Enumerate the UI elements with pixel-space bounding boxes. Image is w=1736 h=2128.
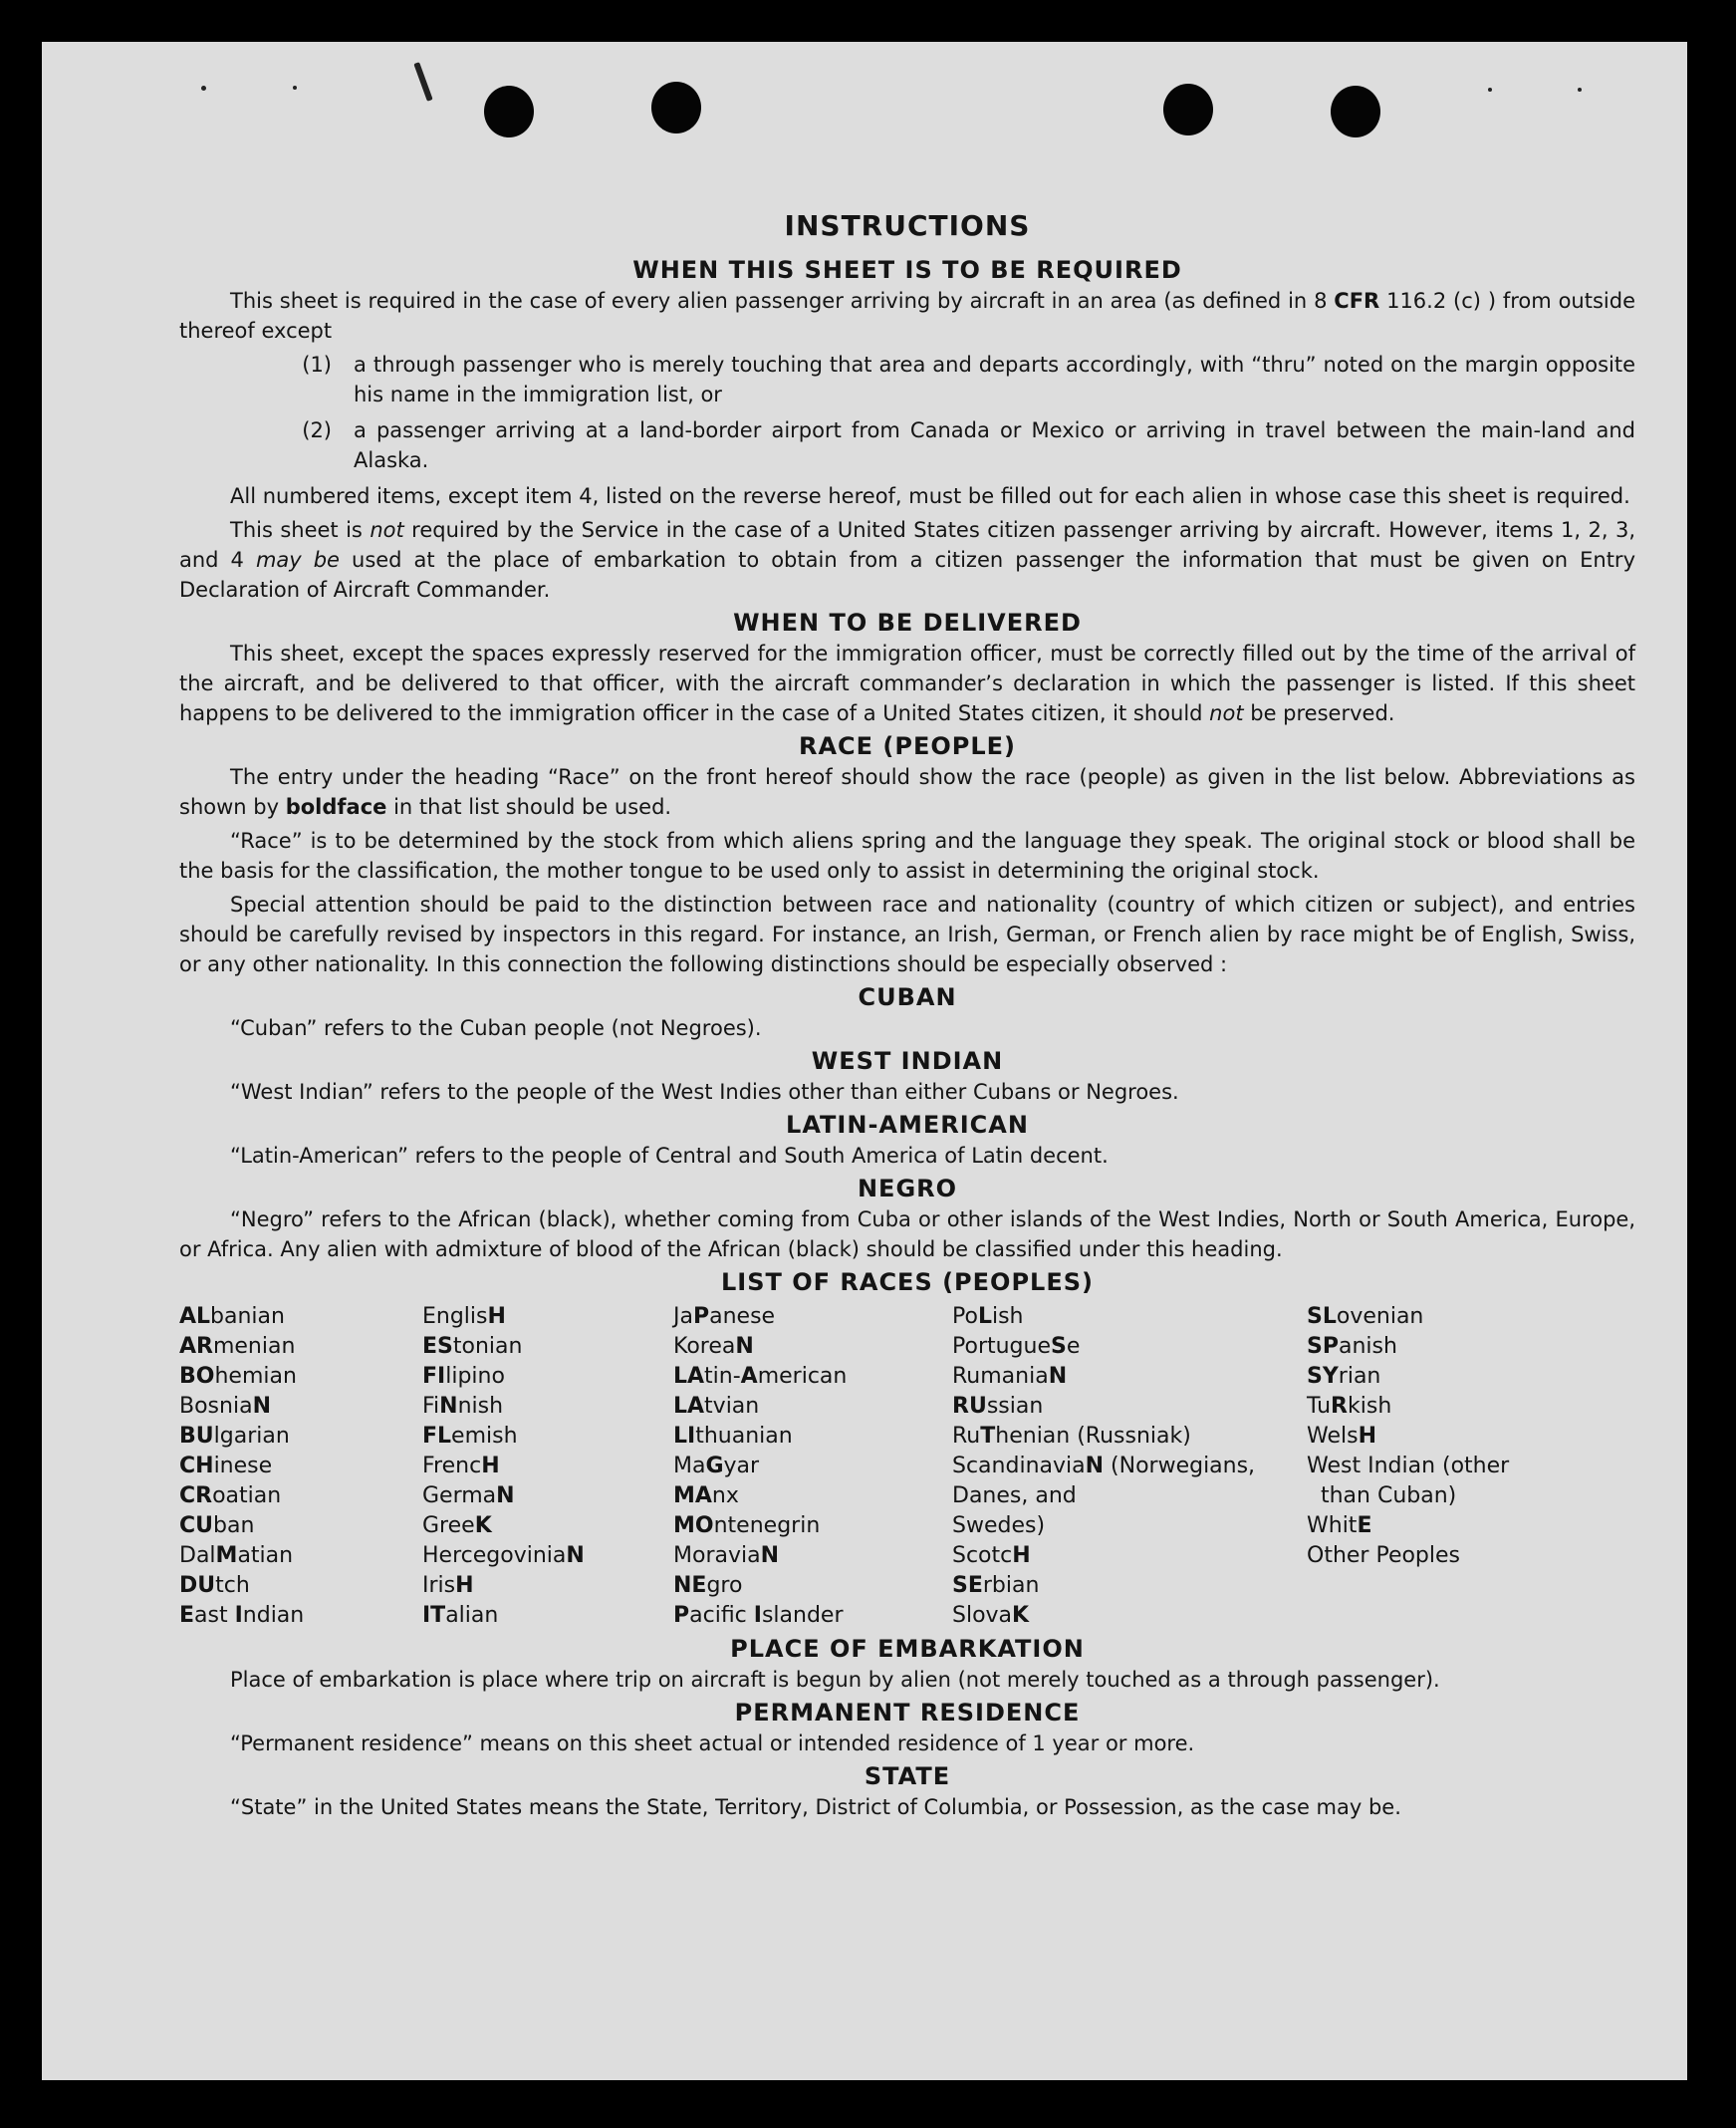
race-entry xyxy=(673,1422,952,1452)
race-entry xyxy=(422,1541,673,1571)
race-abbrev: R xyxy=(1331,1394,1348,1419)
race-text: Ja xyxy=(673,1304,693,1329)
race-entry xyxy=(952,1511,1307,1541)
race-text: Fi xyxy=(422,1394,440,1419)
race-paragraph-2: “Race” is to be determined by the stock from which aliens spring and the language they speak. The original stock or blood shall be the basis for the classification, the mother tongue to be used only to assist in determining the original stock. xyxy=(179,829,1635,883)
race-entry xyxy=(673,1332,952,1362)
race-abbrev: H xyxy=(481,1454,500,1478)
race-abbrev: I xyxy=(753,1603,762,1628)
citizen-text: required by the Service in the case of a United States citizen passenger arriving by aircraft. However, items 1, 2, 3, and 4 xyxy=(179,518,1635,572)
race-abbrev: T xyxy=(980,1424,996,1449)
heading-state: STATE xyxy=(864,1762,951,1790)
race-abbrev: SE xyxy=(952,1573,983,1598)
race-abbrev: G xyxy=(705,1454,724,1478)
race-text: banian xyxy=(210,1304,285,1329)
race-text: acific xyxy=(689,1603,754,1628)
race-abbrev: IT xyxy=(422,1603,446,1628)
residence-text: “Permanent residence” means on this sheet actual or intended residence of 1 year or more. xyxy=(230,1731,1195,1755)
scan-mark xyxy=(413,62,432,102)
race-entry xyxy=(422,1332,673,1362)
race-text: thuanian xyxy=(695,1424,793,1449)
boldface-word: boldface xyxy=(285,795,387,819)
race-text: merican xyxy=(757,1364,848,1389)
race-text: in that list should be used. xyxy=(386,795,672,819)
race-text: Rumania xyxy=(952,1364,1049,1389)
race-entry xyxy=(179,1332,422,1362)
race-abbrev: M xyxy=(215,1543,238,1568)
race-text: Wels xyxy=(1307,1424,1359,1449)
punch-hole xyxy=(651,82,701,133)
race-entry xyxy=(422,1302,673,1332)
race-text: ssian xyxy=(986,1394,1044,1419)
race-entry xyxy=(179,1422,422,1452)
race-abbrev: FL xyxy=(422,1424,452,1449)
state-text: “State” in the United States means the State, Territory, District of Columbia, or Possession, as the case may be. xyxy=(230,1795,1401,1819)
race-entry xyxy=(1307,1392,1635,1422)
heading-when-delivered: WHEN TO BE DELIVERED xyxy=(733,609,1082,637)
race-abbrev: SP xyxy=(1307,1334,1339,1359)
race-abbrev: FI xyxy=(422,1364,446,1389)
race-text: menian xyxy=(212,1334,296,1359)
race-entry xyxy=(673,1541,952,1571)
race-text: lgarian xyxy=(213,1424,290,1449)
race-entry xyxy=(952,1392,1307,1422)
race-text: Ma xyxy=(673,1454,706,1478)
race-text: Dal xyxy=(179,1543,216,1568)
race-abbrev: CR xyxy=(179,1483,213,1508)
race-abbrev: AR xyxy=(179,1334,213,1359)
race-text: ban xyxy=(213,1513,255,1538)
race-text: alian xyxy=(445,1603,499,1628)
race-entry xyxy=(179,1571,422,1601)
race-text: (Norwegians, xyxy=(1104,1454,1256,1478)
heading-list-of-races: LIST OF RACES (PEOPLES) xyxy=(721,1268,1094,1296)
race-text: emish xyxy=(451,1424,518,1449)
race-entry xyxy=(179,1481,422,1511)
race-abbrev: S xyxy=(1051,1334,1067,1359)
race-abbrev: K xyxy=(1012,1603,1030,1628)
punch-hole xyxy=(1163,84,1213,135)
delivered-text: be preserved. xyxy=(1243,701,1395,725)
race-abbrev: N xyxy=(566,1543,585,1568)
race-entry xyxy=(422,1571,673,1601)
race-entry xyxy=(179,1302,422,1332)
race-text: nx xyxy=(711,1483,739,1508)
race-abbrev: SL xyxy=(1307,1304,1337,1329)
race-abbrev: N xyxy=(735,1334,754,1359)
race-abbrev: LA xyxy=(673,1364,705,1389)
race-text: tin- xyxy=(704,1364,741,1389)
latin-american-text: “Latin-American” refers to the people of Central and South America of Latin decent. xyxy=(230,1144,1109,1168)
race-text: Iris xyxy=(422,1573,456,1598)
intro-text-end: 116.2 (c) ) from outside thereof except xyxy=(179,289,1635,343)
item-text: a passenger arriving at a land-border airport from Canada or Mexico or arriving in travel between the main-land and Alaska. xyxy=(354,418,1635,472)
heading-west-indian: WEST INDIAN xyxy=(811,1047,1004,1075)
heading-cuban: CUBAN xyxy=(858,983,957,1011)
race-text: rian xyxy=(1338,1364,1381,1389)
race-abbrev: RU xyxy=(952,1394,987,1419)
race-text: ndian xyxy=(242,1603,305,1628)
race-abbrev: P xyxy=(673,1603,690,1628)
race-text: henian (Russniak) xyxy=(995,1424,1191,1449)
race-entry xyxy=(422,1601,673,1631)
race-abbrev: DU xyxy=(179,1573,216,1598)
embarkation-text: Place of embarkation is place where trip on aircraft is begun by alien (not merely touched as a through passenger). xyxy=(230,1668,1440,1692)
race-abbrev: I xyxy=(234,1603,243,1628)
race-abbrev: NE xyxy=(673,1573,707,1598)
race-abbrev: N xyxy=(1085,1454,1105,1478)
race-paragraph-1 xyxy=(179,762,1635,822)
race-abbrev: AL xyxy=(179,1304,211,1329)
item-number: (2) xyxy=(302,418,332,442)
race-text: Portugue xyxy=(952,1334,1051,1359)
race-text: tonian xyxy=(452,1334,523,1359)
race-text: than Cuban) xyxy=(1307,1483,1457,1508)
delivered-paragraph xyxy=(179,639,1635,728)
race-text: yar xyxy=(723,1454,760,1478)
race-entry xyxy=(673,1362,952,1392)
race-entry xyxy=(952,1452,1307,1481)
negro-text: “Negro” refers to the African (black), whether coming from Cuba or other islands of the West Indies, North or South America, Europe, or Africa. Any alien with admixture of blood of the African (black) should be classified under this heading. xyxy=(179,1207,1635,1261)
exception-item xyxy=(179,415,1635,475)
races-column xyxy=(422,1302,673,1631)
race-text: The entry under the heading “Race” on the front hereof should show the race (people) as given in the list below. Abbreviations as shown by xyxy=(179,765,1635,819)
race-entry xyxy=(422,1392,673,1422)
race-abbrev: ES xyxy=(422,1334,453,1359)
race-text: Gree xyxy=(422,1513,475,1538)
race-text: Po xyxy=(952,1304,978,1329)
race-text: ish xyxy=(991,1304,1024,1329)
race-entry xyxy=(1307,1511,1635,1541)
race-entry xyxy=(673,1571,952,1601)
scan-mark xyxy=(1578,88,1582,92)
race-entry xyxy=(422,1422,673,1452)
race-text: tvian xyxy=(704,1394,760,1419)
punch-hole xyxy=(1331,86,1380,137)
race-text: oatian xyxy=(212,1483,282,1508)
page-title: INSTRUCTIONS xyxy=(784,209,1031,242)
heading-embarkation: PLACE OF EMBARKATION xyxy=(730,1635,1085,1663)
race-text: slander xyxy=(761,1603,844,1628)
race-entry xyxy=(1307,1541,1635,1571)
race-abbrev: H xyxy=(455,1573,474,1598)
race-entry xyxy=(1307,1302,1635,1332)
race-text: tch xyxy=(215,1573,250,1598)
race-entry xyxy=(952,1362,1307,1392)
race-text: Ru xyxy=(952,1424,981,1449)
race-entry xyxy=(1307,1452,1635,1481)
cfr-abbrev: CFR xyxy=(1334,289,1380,313)
race-entry xyxy=(422,1511,673,1541)
race-entry xyxy=(422,1481,673,1511)
item-text: a through passenger who is merely touching that area and departs accordingly, with “thru” noted on the margin opposite his name in the immigration list, or xyxy=(354,353,1635,406)
intro-paragraph xyxy=(179,286,1635,346)
heading-negro: NEGRO xyxy=(857,1175,958,1202)
race-entry xyxy=(952,1571,1307,1601)
race-text: Danes, and xyxy=(952,1483,1077,1508)
emphasis-not: not xyxy=(370,518,404,542)
race-entry xyxy=(179,1452,422,1481)
races-list xyxy=(179,1302,1635,1631)
item-number: (1) xyxy=(302,353,332,377)
race-text: Scandinavia xyxy=(952,1454,1086,1478)
race-abbrev: E xyxy=(179,1603,195,1628)
punch-hole xyxy=(484,86,534,137)
race-entry xyxy=(952,1541,1307,1571)
scan-mark xyxy=(293,86,297,90)
race-abbrev: BO xyxy=(179,1364,215,1389)
race-entry xyxy=(1307,1481,1635,1511)
race-text: Hercegovinia xyxy=(422,1543,567,1568)
race-abbrev: N xyxy=(252,1394,271,1419)
race-entry xyxy=(422,1362,673,1392)
scan-mark xyxy=(201,86,206,91)
race-text: Englis xyxy=(422,1304,488,1329)
race-text: ovenian xyxy=(1336,1304,1424,1329)
race-abbrev: LI xyxy=(673,1424,696,1449)
intro-text: This sheet is required in the case of every alien passenger arriving by aircraft in an area (as defined in 8 xyxy=(230,289,1335,313)
race-abbrev: N xyxy=(1048,1364,1068,1389)
race-abbrev: MO xyxy=(673,1513,714,1538)
race-text: lipino xyxy=(445,1364,505,1389)
races-column xyxy=(952,1302,1307,1631)
numbered-items-paragraph: All numbered items, except item 4, listed on the reverse hereof, must be filled out for each alien in whose case this sheet is required. xyxy=(230,484,1630,508)
race-entry xyxy=(673,1392,952,1422)
race-abbrev: H xyxy=(487,1304,506,1329)
race-text: nish xyxy=(457,1394,504,1419)
races-column xyxy=(1307,1302,1635,1631)
race-abbrev: N xyxy=(496,1483,515,1508)
race-text: e xyxy=(1066,1334,1081,1359)
race-entry xyxy=(179,1362,422,1392)
race-abbrev: P xyxy=(692,1304,710,1329)
race-abbrev: BU xyxy=(179,1424,214,1449)
race-text: rbian xyxy=(982,1573,1040,1598)
race-entry xyxy=(673,1302,952,1332)
race-text: hemian xyxy=(214,1364,297,1389)
race-text: anish xyxy=(1338,1334,1397,1359)
race-entry xyxy=(179,1601,422,1631)
west-indian-text: “West Indian” refers to the people of the West Indies other than either Cubans or Negroes. xyxy=(230,1080,1179,1104)
race-abbrev: N xyxy=(760,1543,780,1568)
race-entry xyxy=(952,1422,1307,1452)
race-text: Bosnia xyxy=(179,1394,253,1419)
race-text: Moravia xyxy=(673,1543,761,1568)
race-abbrev: A xyxy=(740,1364,758,1389)
race-entry xyxy=(673,1601,952,1631)
race-abbrev: N xyxy=(439,1394,458,1419)
race-abbrev: CU xyxy=(179,1513,214,1538)
race-entry xyxy=(952,1601,1307,1631)
race-entry xyxy=(673,1452,952,1481)
heading-residence: PERMANENT RESIDENCE xyxy=(734,1699,1081,1727)
race-paragraph-3: Special attention should be paid to the distinction between race and nationality (country of which citizen or subject), and entries should be carefully revised by inspectors in this regard. For instance, an Irish, German, or French alien by race might be of English, Swiss, or any other nationality. In this connection the following distinctions should be especially observed : xyxy=(179,893,1635,976)
race-abbrev: E xyxy=(1357,1513,1372,1538)
race-text: ntenegrin xyxy=(713,1513,821,1538)
race-text: Tu xyxy=(1307,1394,1332,1419)
race-abbrev: H xyxy=(1012,1543,1031,1568)
race-text: Scotc xyxy=(952,1543,1013,1568)
citizen-paragraph xyxy=(179,515,1635,605)
heading-latin-american: LATIN-AMERICAN xyxy=(786,1111,1029,1139)
race-abbrev: H xyxy=(1358,1424,1376,1449)
race-entry xyxy=(422,1452,673,1481)
race-entry xyxy=(179,1392,422,1422)
exception-item xyxy=(179,350,1635,409)
citizen-text: used at the place of embarkation to obtain from a citizen passenger the information that must be given on Entry Declaration of Aircraft Commander. xyxy=(179,548,1635,602)
race-text: Other Peoples xyxy=(1307,1543,1461,1568)
instructions-content xyxy=(179,169,1635,1826)
race-text: ast xyxy=(194,1603,235,1628)
race-abbrev: K xyxy=(474,1513,492,1538)
race-text: kish xyxy=(1348,1394,1392,1419)
heading-when-required: WHEN THIS SHEET IS TO BE REQUIRED xyxy=(632,256,1182,284)
race-abbrev: CH xyxy=(179,1454,214,1478)
race-text: gro xyxy=(706,1573,743,1598)
race-entry xyxy=(952,1481,1307,1511)
race-entry xyxy=(1307,1422,1635,1452)
race-abbrev: L xyxy=(977,1304,992,1329)
emphasis-not: not xyxy=(1209,701,1244,725)
race-entry xyxy=(673,1481,952,1511)
race-entry xyxy=(673,1511,952,1541)
race-entry xyxy=(179,1541,422,1571)
race-text: Swedes) xyxy=(952,1513,1046,1538)
race-abbrev: LA xyxy=(673,1394,705,1419)
race-entry xyxy=(1307,1362,1635,1392)
race-entry xyxy=(1307,1332,1635,1362)
race-text: West Indian (other xyxy=(1307,1454,1510,1478)
race-text: Korea xyxy=(673,1334,736,1359)
race-entry xyxy=(179,1511,422,1541)
races-column xyxy=(673,1302,952,1631)
race-text: Germa xyxy=(422,1483,497,1508)
race-text: atian xyxy=(237,1543,294,1568)
race-entry xyxy=(952,1332,1307,1362)
heading-race: RACE (PEOPLE) xyxy=(798,732,1017,760)
race-abbrev: SY xyxy=(1307,1364,1339,1389)
race-text: anese xyxy=(709,1304,776,1329)
scan-mark xyxy=(1488,88,1492,92)
race-entry xyxy=(952,1302,1307,1332)
race-text: inese xyxy=(213,1454,273,1478)
emphasis-may-be: may be xyxy=(255,548,340,572)
race-text: Whit xyxy=(1307,1513,1358,1538)
document-sheet xyxy=(42,42,1687,2080)
delivered-text: This sheet, except the spaces expressly reserved for the immigration officer, must be correctly filled out by the time of the arrival of the aircraft, and be delivered to that officer, with the aircraft commander’s declaration in which the passenger is listed. If this sheet happens to be delivered to the immigration officer in the case of a United States citizen, it should xyxy=(179,642,1635,725)
race-text: Frenc xyxy=(422,1454,482,1478)
race-text: Slova xyxy=(952,1603,1013,1628)
race-abbrev: MA xyxy=(673,1483,712,1508)
races-column xyxy=(179,1302,422,1631)
cuban-text: “Cuban” refers to the Cuban people (not Negroes). xyxy=(230,1016,762,1040)
citizen-text: This sheet is xyxy=(230,518,371,542)
